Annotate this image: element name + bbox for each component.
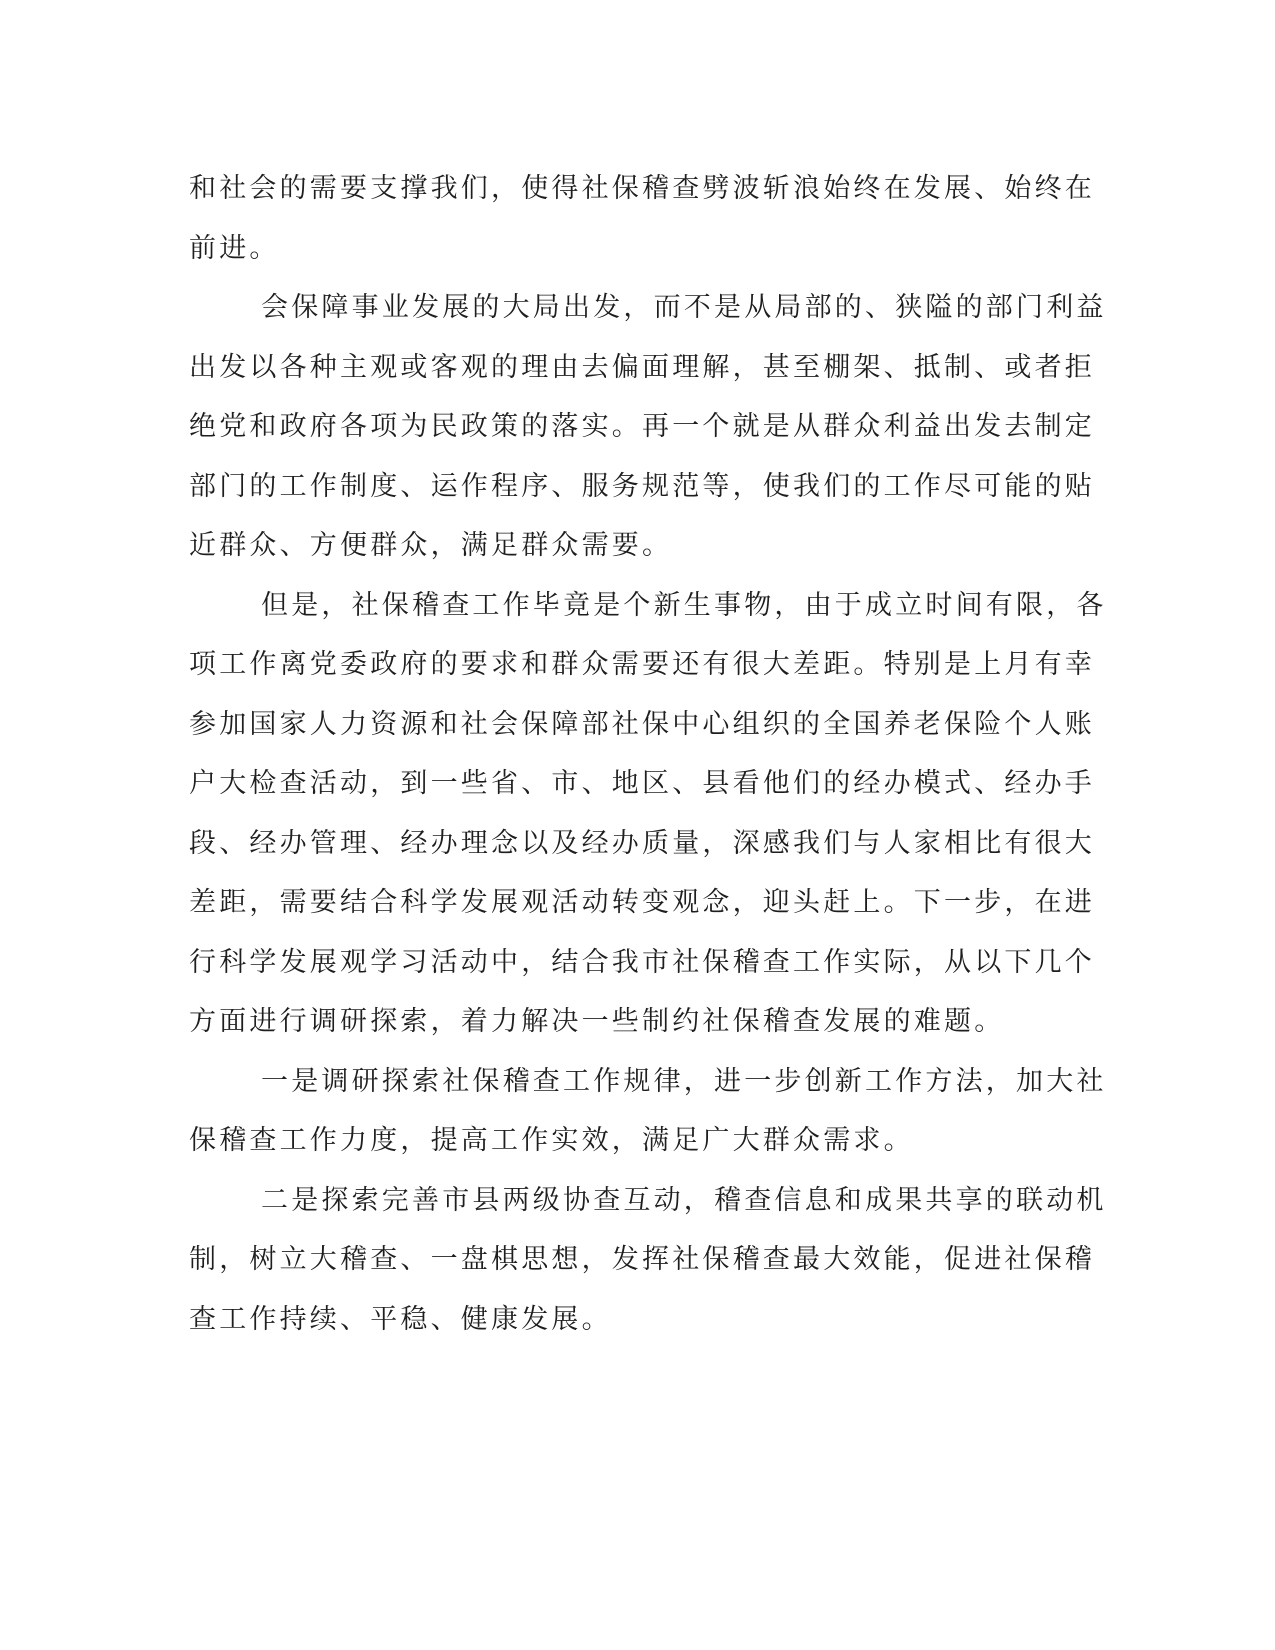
text-line: 保稽查工作力度，提高工作实效，满足广大群众需求。 [189, 1125, 914, 1156]
text-line: 一是调研探索社保稽查工作规律，进一步创新工作方法，加大社 [261, 1065, 1107, 1097]
text-line: 绝党和政府各项为民政策的落实。再一个就是从群众利益出发去制定 [189, 411, 1095, 442]
text-line: 和社会的需要支撑我们，使得社保稽查劈波斩浪始终在发展、始终在 [189, 173, 1095, 204]
text-line: 近群众、方便群众，满足群众需要。 [189, 530, 673, 561]
text-line: 差距，需要结合科学发展观活动转变观念，迎头赶上。下一步，在进 [189, 887, 1095, 918]
text-line: 项工作离党委政府的要求和群众需要还有很大差距。特别是上月有幸 [189, 649, 1095, 680]
text-line: 出发以各种主观或客观的理由去偏面理解，甚至棚架、抵制、或者拒 [189, 351, 1095, 383]
text-line: 但是，社保稽查工作毕竟是个新生事物，由于成立时间有限，各 [261, 589, 1107, 621]
text-line: 参加国家人力资源和社会保障部社保中心组织的全国养老保险个人账 [189, 708, 1095, 740]
text-line: 方面进行调研探索，着力解决一些制约社保稽查发展的难题。 [189, 1006, 1005, 1037]
document-body [189, 159, 1107, 1349]
text-line: 会保障事业发展的大局出发，而不是从局部的、狭隘的部门利益 [261, 292, 1107, 323]
text-line: 前进。 [189, 232, 280, 264]
text-line: 段、经办管理、经办理念以及经办质量，深感我们与人家相比有很大 [189, 827, 1095, 859]
text-line: 部门的工作制度、运作程序、服务规范等，使我们的工作尽可能的贴 [189, 470, 1095, 502]
text-line: 户大检查活动，到一些省、市、地区、县看他们的经办模式、经办手 [189, 768, 1095, 799]
text-line: 制，树立大稽查、一盘棋思想，发挥社保稽查最大效能，促进社保稽 [189, 1244, 1095, 1275]
text-line: 二是探索完善市县两级协查互动，稽查信息和成果共享的联动机 [261, 1184, 1107, 1216]
text-line: 行科学发展观学习活动中，结合我市社保稽查工作实际，从以下几个 [189, 946, 1095, 978]
text-line: 查工作持续、平稳、健康发展。 [189, 1303, 612, 1335]
